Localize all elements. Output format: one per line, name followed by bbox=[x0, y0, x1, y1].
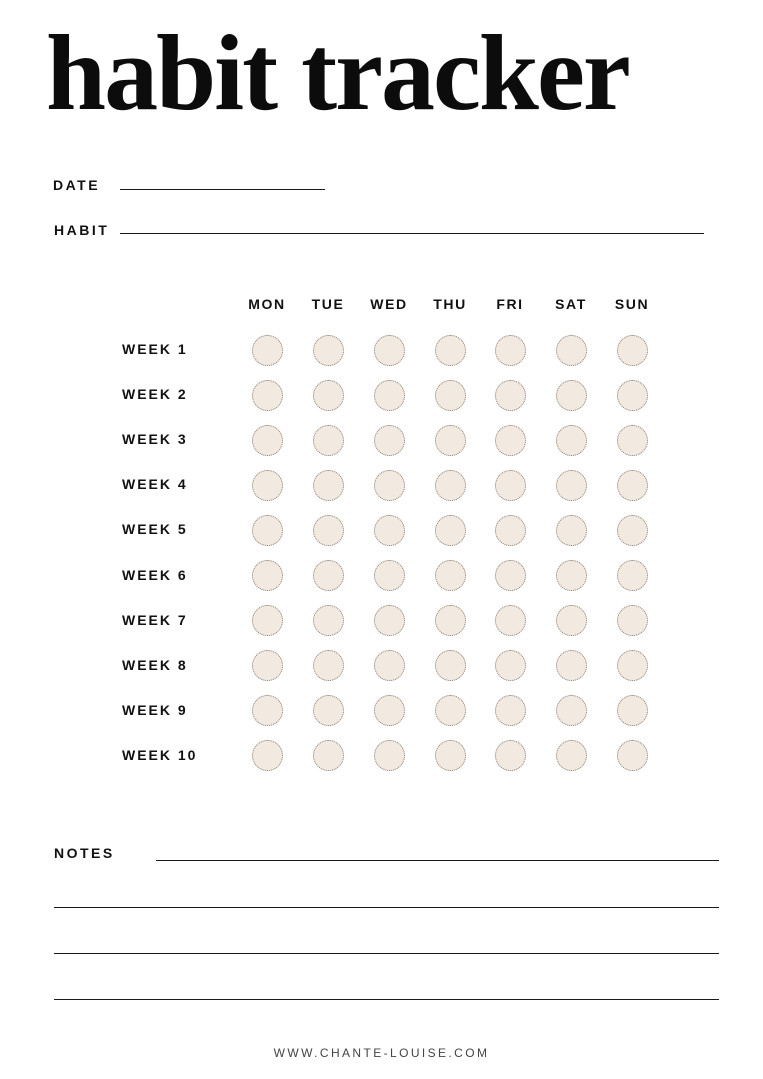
habit-circle-week9-sat[interactable] bbox=[556, 695, 587, 726]
habit-circle-week6-mon[interactable] bbox=[252, 560, 283, 591]
habit-circle-week3-wed[interactable] bbox=[374, 425, 405, 456]
habit-label: HABIT bbox=[54, 222, 110, 238]
day-header-4: FRI bbox=[496, 296, 524, 312]
habit-circle-week8-sat[interactable] bbox=[556, 650, 587, 681]
habit-circle-week2-mon[interactable] bbox=[252, 380, 283, 411]
habit-circle-week9-sun[interactable] bbox=[617, 695, 648, 726]
habit-circle-week5-fri[interactable] bbox=[495, 515, 526, 546]
habit-line[interactable] bbox=[120, 233, 704, 234]
habit-circle-week3-tue[interactable] bbox=[313, 425, 344, 456]
habit-circle-week5-tue[interactable] bbox=[313, 515, 344, 546]
habit-circle-week10-mon[interactable] bbox=[252, 740, 283, 771]
habit-circle-week8-thu[interactable] bbox=[435, 650, 466, 681]
habit-circle-week5-sat[interactable] bbox=[556, 515, 587, 546]
habit-circle-week6-thu[interactable] bbox=[435, 560, 466, 591]
habit-circle-week10-sun[interactable] bbox=[617, 740, 648, 771]
habit-circle-week4-tue[interactable] bbox=[313, 470, 344, 501]
footer-website: WWW.CHANTE-LOUISE.COM bbox=[273, 1046, 490, 1060]
habit-circle-week7-wed[interactable] bbox=[374, 605, 405, 636]
habit-circle-week2-tue[interactable] bbox=[313, 380, 344, 411]
habit-circle-week10-sat[interactable] bbox=[556, 740, 587, 771]
habit-circle-week7-tue[interactable] bbox=[313, 605, 344, 636]
habit-circle-week2-fri[interactable] bbox=[495, 380, 526, 411]
habit-circle-week10-wed[interactable] bbox=[374, 740, 405, 771]
habit-circle-week7-fri[interactable] bbox=[495, 605, 526, 636]
habit-circle-week7-mon[interactable] bbox=[252, 605, 283, 636]
habit-circle-week2-sun[interactable] bbox=[617, 380, 648, 411]
habit-circle-week6-sat[interactable] bbox=[556, 560, 587, 591]
day-header-0: MON bbox=[248, 296, 286, 312]
week-label-8: WEEK 8 bbox=[122, 656, 188, 673]
habit-circle-week1-tue[interactable] bbox=[313, 335, 344, 366]
habit-circle-week9-tue[interactable] bbox=[313, 695, 344, 726]
notes-line-1[interactable] bbox=[156, 860, 719, 861]
notes-line-2[interactable] bbox=[54, 907, 719, 908]
day-header-1: TUE bbox=[311, 296, 345, 312]
habit-circle-week7-sat[interactable] bbox=[556, 605, 587, 636]
habit-circle-week2-sat[interactable] bbox=[556, 380, 587, 411]
habit-circle-week3-thu[interactable] bbox=[435, 425, 466, 456]
habit-circle-week5-sun[interactable] bbox=[617, 515, 648, 546]
day-header-3: THU bbox=[433, 296, 467, 312]
notes-label: NOTES bbox=[54, 845, 115, 861]
habit-circle-week8-fri[interactable] bbox=[495, 650, 526, 681]
week-label-10: WEEK 10 bbox=[122, 746, 198, 763]
habit-circle-week3-sat[interactable] bbox=[556, 425, 587, 456]
habit-circle-week9-thu[interactable] bbox=[435, 695, 466, 726]
notes-line-3[interactable] bbox=[54, 953, 719, 954]
habit-circle-week10-thu[interactable] bbox=[435, 740, 466, 771]
page-title: habit tracker bbox=[46, 14, 629, 133]
habit-circle-week1-sun[interactable] bbox=[617, 335, 648, 366]
date-label: DATE bbox=[53, 177, 101, 193]
habit-circle-week7-sun[interactable] bbox=[617, 605, 648, 636]
habit-circle-week5-thu[interactable] bbox=[435, 515, 466, 546]
habit-circle-week8-sun[interactable] bbox=[617, 650, 648, 681]
date-line[interactable] bbox=[120, 189, 325, 190]
habit-circle-week3-sun[interactable] bbox=[617, 425, 648, 456]
habit-circle-week1-wed[interactable] bbox=[374, 335, 405, 366]
week-label-4: WEEK 4 bbox=[122, 476, 188, 493]
habit-circle-week1-mon[interactable] bbox=[252, 335, 283, 366]
habit-circle-week2-thu[interactable] bbox=[435, 380, 466, 411]
habit-circle-week9-wed[interactable] bbox=[374, 695, 405, 726]
notes-line-4[interactable] bbox=[54, 999, 719, 1000]
habit-circle-week6-wed[interactable] bbox=[374, 560, 405, 591]
habit-circle-week3-mon[interactable] bbox=[252, 425, 283, 456]
habit-circle-week1-fri[interactable] bbox=[495, 335, 526, 366]
habit-circle-week4-thu[interactable] bbox=[435, 470, 466, 501]
week-label-2: WEEK 2 bbox=[122, 386, 188, 403]
day-header-2: WED bbox=[370, 296, 408, 312]
week-label-5: WEEK 5 bbox=[122, 521, 188, 538]
week-label-9: WEEK 9 bbox=[122, 701, 188, 718]
habit-circle-week7-thu[interactable] bbox=[435, 605, 466, 636]
habit-circle-week4-sun[interactable] bbox=[617, 470, 648, 501]
day-header-5: SAT bbox=[555, 296, 587, 312]
habit-circle-week9-mon[interactable] bbox=[252, 695, 283, 726]
habit-circle-week8-tue[interactable] bbox=[313, 650, 344, 681]
habit-circle-week1-sat[interactable] bbox=[556, 335, 587, 366]
week-label-6: WEEK 6 bbox=[122, 566, 188, 583]
habit-circle-week4-sat[interactable] bbox=[556, 470, 587, 501]
habit-circle-week6-sun[interactable] bbox=[617, 560, 648, 591]
habit-circle-week8-wed[interactable] bbox=[374, 650, 405, 681]
week-label-7: WEEK 7 bbox=[122, 611, 188, 628]
habit-circle-week4-mon[interactable] bbox=[252, 470, 283, 501]
habit-circle-week3-fri[interactable] bbox=[495, 425, 526, 456]
habit-circle-week4-wed[interactable] bbox=[374, 470, 405, 501]
habit-circle-week1-thu[interactable] bbox=[435, 335, 466, 366]
habit-circle-week2-wed[interactable] bbox=[374, 380, 405, 411]
habit-circle-week8-mon[interactable] bbox=[252, 650, 283, 681]
habit-circle-week9-fri[interactable] bbox=[495, 695, 526, 726]
habit-circle-week5-mon[interactable] bbox=[252, 515, 283, 546]
week-label-1: WEEK 1 bbox=[122, 341, 188, 357]
habit-circle-week4-fri[interactable] bbox=[495, 470, 526, 501]
habit-circle-week10-tue[interactable] bbox=[313, 740, 344, 771]
habit-circle-week6-tue[interactable] bbox=[313, 560, 344, 591]
day-header-6: SUN bbox=[614, 296, 650, 312]
habit-circle-week6-fri[interactable] bbox=[495, 560, 526, 591]
habit-circle-week5-wed[interactable] bbox=[374, 515, 405, 546]
week-label-3: WEEK 3 bbox=[122, 431, 188, 448]
habit-circle-week10-fri[interactable] bbox=[495, 740, 526, 771]
